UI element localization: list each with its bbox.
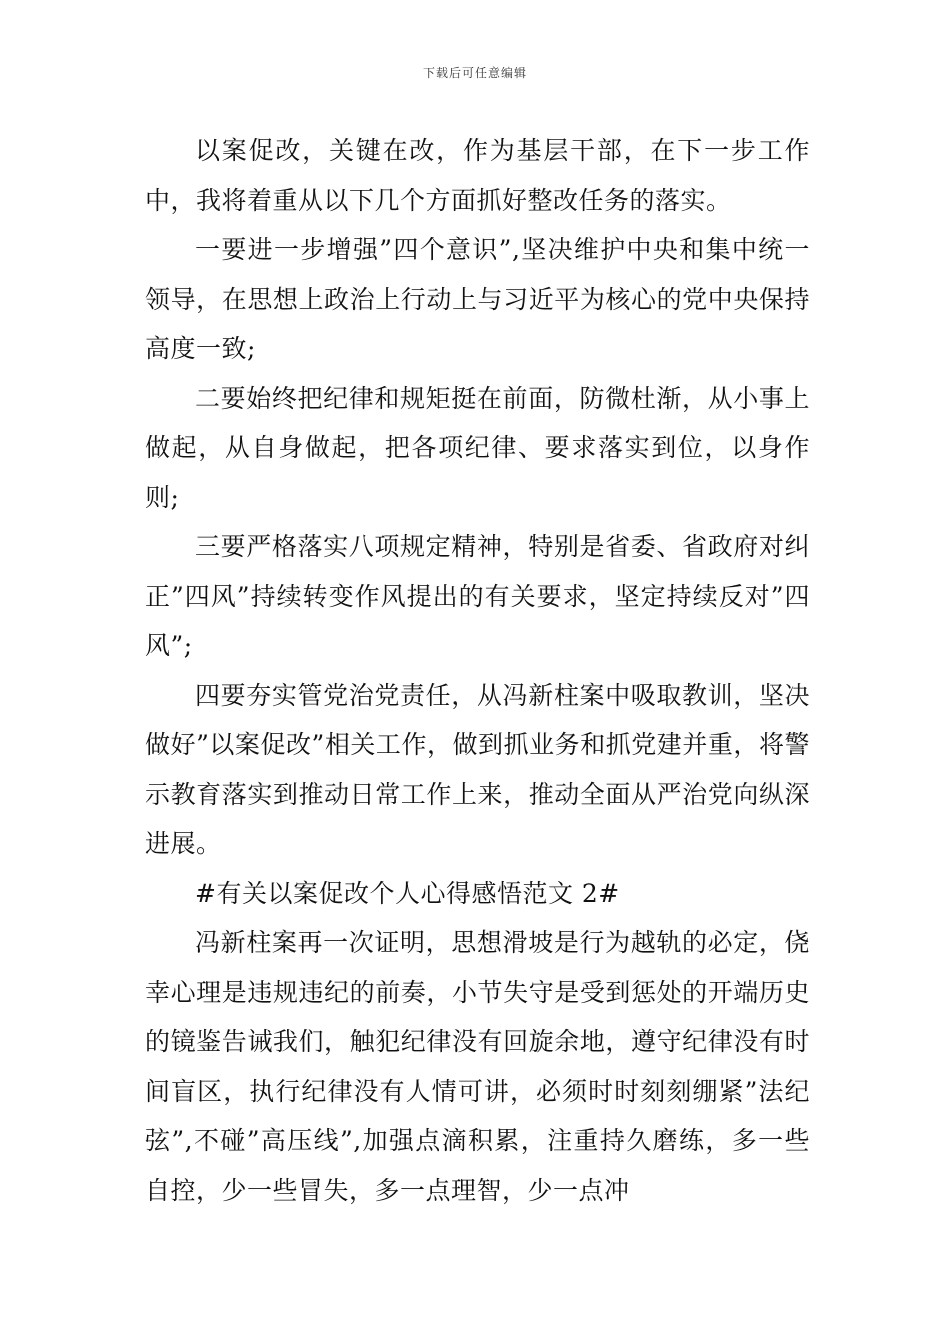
paragraph-intro: 以案促改，关键在改，作为基层干部，在下一步工作中，我将着重从以下几个方面抓好整改任务的落实。 [145,136,810,215]
paragraph-point-4: 四要夯实管党治党责任，从冯新柱案中吸取教训，坚决做好”以案促改”相关工作，做到抓业务和抓党建并重，将警示教育落实到推动日常工作上来，推动全面从严治党向纵深进展。 [145,680,810,858]
document-body [145,126,810,1215]
paragraph-point-3: 三要严格落实八项规定精神，特别是省委、省政府对纠正”四风”持续转变作风提出的有关要求，坚定持续反对”四风”; [145,532,810,660]
header-note: 下载后可任意编辑 [422,66,527,80]
paragraph-point-2: 二要始终把纪律和规矩挺在前面，防微杜渐，从小事上做起，从自身做起，把各项纪律、要求落实到位，以身作则; [145,383,810,512]
paragraph-essay-2: 冯新柱案再一次证明，思想滑坡是行为越轨的必定，侥幸心理是违规违纪的前奏，小节失守是受到惩处的开端历史的镜鉴告诫我们，触犯纪律没有回旋余地，遵守纪律没有时间盲区，执行纪律没有人情可讲，必须时时刻刻绷紧”法纪弦”,不碰”高压线”,加强点滴积累，注重持久磨练，多一些自控，少一些冒失，多一点理智，少一点冲 [145,928,810,1205]
section-heading: #有关以案促改个人心得感悟范文 2# [195,878,620,908]
paragraph-point-1: 一要进一步增强”四个意识”,坚决维护中央和集中统一领导，在思想上政治上行动上与习近平为核心的党中央保持高度一致; [145,235,810,363]
